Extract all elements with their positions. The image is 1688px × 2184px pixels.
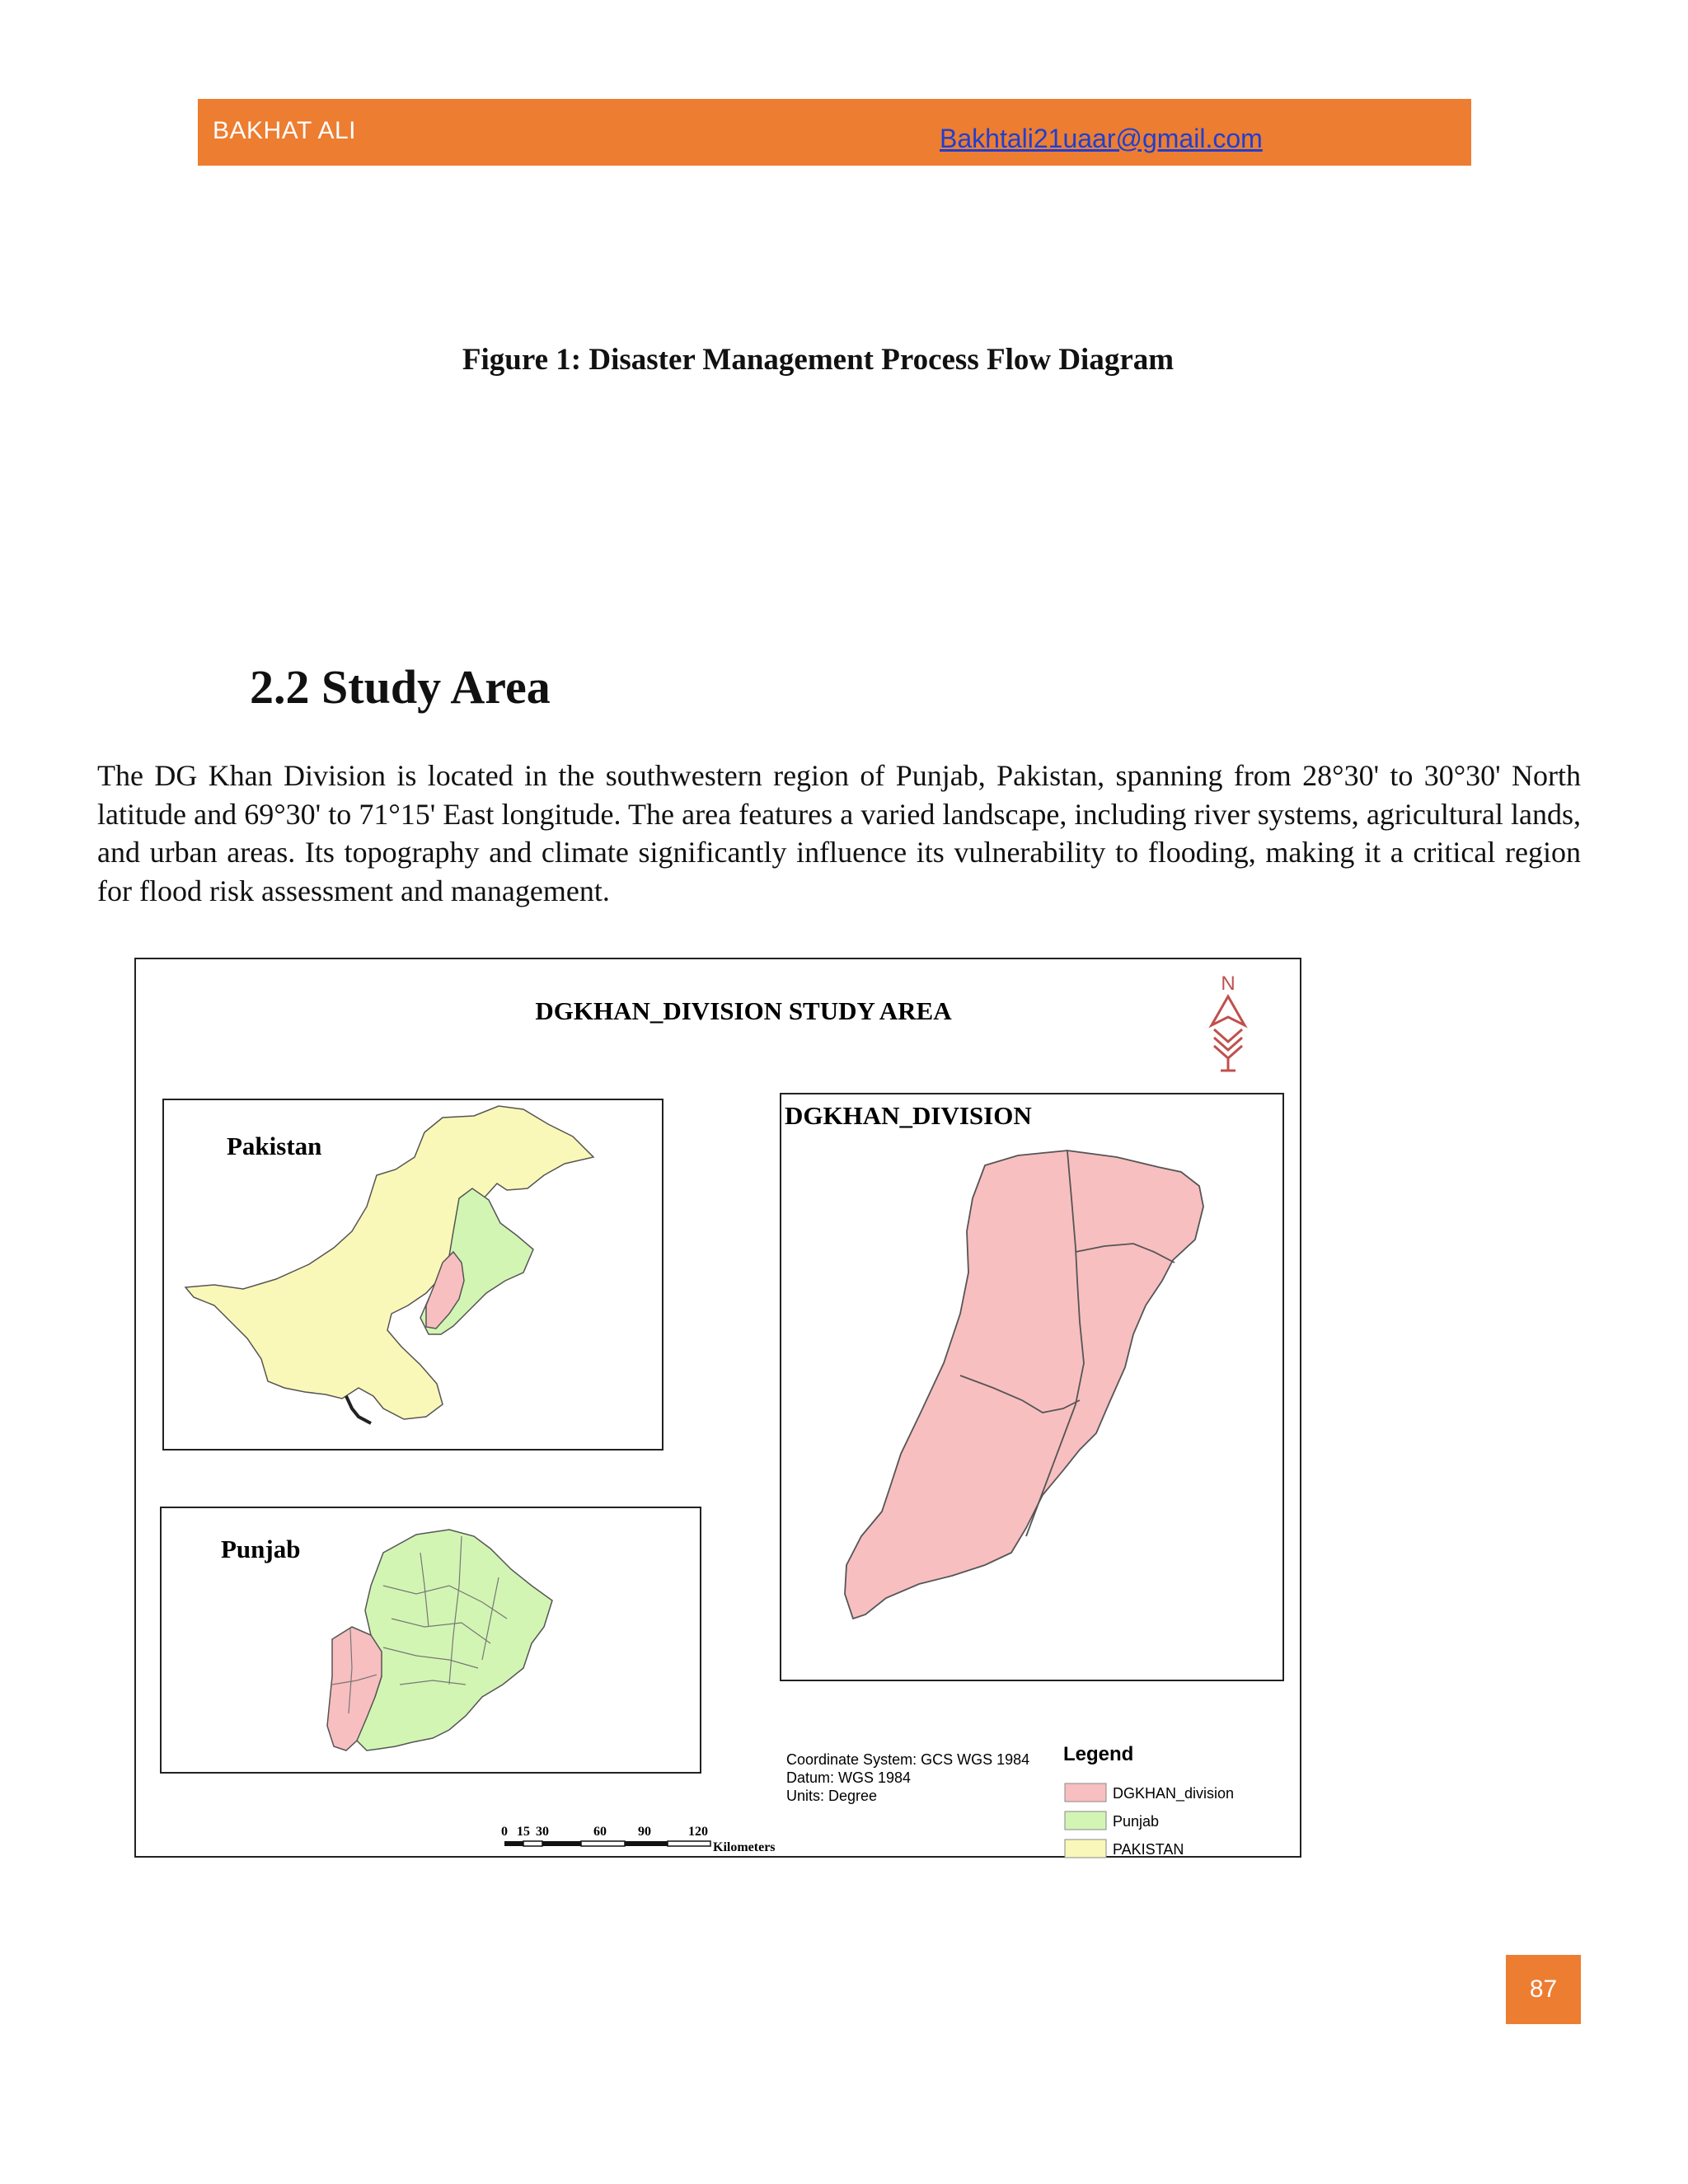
section-heading: 2.2 Study Area <box>250 660 551 714</box>
header-email-link[interactable]: Bakhtali21uaar@gmail.com <box>940 124 1263 153</box>
scale-tick: 30 <box>536 1825 549 1839</box>
punjab-inset <box>161 1507 701 1773</box>
legend-label: PAKISTAN <box>1113 1841 1184 1858</box>
legend-label: Punjab <box>1113 1813 1160 1830</box>
header-author: BAKHAT ALI <box>213 117 356 144</box>
coordinate-system: Coordinate System: GCS WGS 1984 <box>786 1751 1030 1768</box>
study-area-map <box>134 958 1301 1858</box>
map-title: DGKHAN_DIVISION STUDY AREA <box>535 996 952 1025</box>
pakistan-inset-label: Pakistan <box>227 1132 322 1160</box>
coordinate-info <box>786 1751 1029 1804</box>
page-number: 87 <box>1506 1955 1581 2024</box>
legend-title: Legend <box>1063 1743 1134 1765</box>
punjab-inset-label: Punjab <box>221 1535 301 1563</box>
scale-tick: 15 <box>517 1825 530 1839</box>
header-band <box>198 99 1471 166</box>
pakistan-inset <box>163 1099 663 1450</box>
datum: Datum: WGS 1984 <box>786 1769 912 1786</box>
section-paragraph: The DG Khan Division is located in the southwestern region of Punjab, Pakistan, spanning from 28°30' to 30°30' North latitude and 69°30' to 71°15' East longitude. The area features a varied landscape, including river systems, agricultural lands, and urban areas. Its topography and climate significantly influence its vulnerability to flooding, making it a critical region for flood risk assessment and management. <box>97 759 1581 907</box>
dgkhan-main-label: DGKHAN_DIVISION <box>785 1101 1032 1130</box>
legend-swatch-punjab <box>1065 1811 1106 1830</box>
legend-swatch-dgkhan <box>1065 1783 1106 1802</box>
legend-swatch-pakistan <box>1065 1840 1106 1858</box>
figure-caption: Figure 1: Disaster Management Process Flow Diagram <box>462 343 1175 377</box>
scale-tick: 60 <box>593 1825 607 1839</box>
north-label: N <box>1221 972 1236 995</box>
map-svg <box>136 959 1303 1859</box>
scale-tick: 120 <box>688 1825 708 1839</box>
dgkhan-main-panel <box>781 1094 1283 1680</box>
scale-tick: 90 <box>638 1825 651 1839</box>
legend-label: DGKHAN_division <box>1113 1785 1235 1802</box>
scale-bar <box>501 1825 776 1854</box>
scale-tick: 0 <box>501 1825 508 1839</box>
north-arrow-icon <box>1212 972 1245 1071</box>
map-legend <box>1063 1743 1234 1858</box>
scale-unit: Kilometers <box>713 1840 776 1854</box>
units: Units: Degree <box>786 1788 878 1804</box>
